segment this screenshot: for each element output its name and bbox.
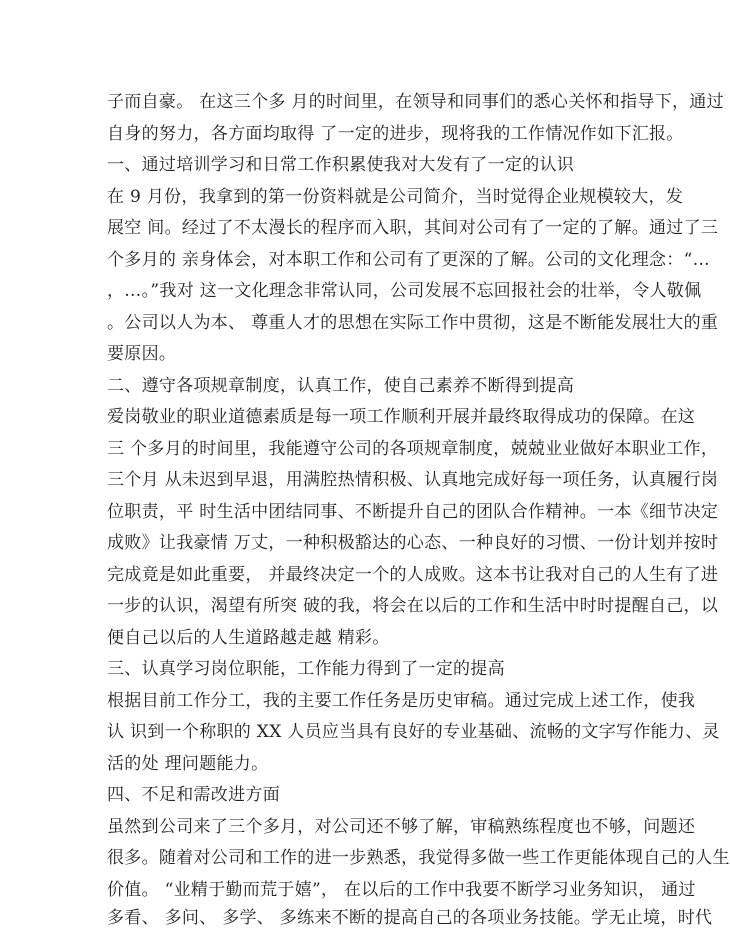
text-line: 自身的努力，各方面均取得 了一定的进步，现将我的工作情况作如下汇报。 (107, 124, 684, 144)
text-line: 很多。随着对公司和工作的进一步熟悉，我觉得多做一些工作更能体现自己的人生 (107, 848, 730, 868)
text-line: 子而自豪。 在这三个多 月的时间里，在领导和同事们的悉心关怀和指导下，通过 (107, 92, 724, 112)
text-line: 价值。 “业精于勤而荒于嬉”， 在以后的工作中我要不断学习业务知识， 通过 (107, 880, 696, 900)
text-line: 便自己以后的人生道路越走越 精彩。 (107, 628, 390, 648)
text-line: 多看、 多问、 多学、 多练来不断的提高自己的各项业务技能。学无止境，时代 (107, 908, 713, 928)
text-line: 要原因。 (107, 344, 177, 364)
text-line: 展空 间。经过了不太漫长的程序而入职，其间对公司有了一定的了解。通过了三 (107, 218, 719, 238)
text-line: 三 个多月的时间里，我能遵守公司的各项规章制度，兢兢业业做好本职业工作， (107, 439, 719, 459)
text-line: 爱岗敬业的职业道德素质是每一项工作顺利开展并最终取得成功的保障。在这 (107, 407, 696, 427)
text-line: 完成竟是如此重要， 并最终决定一个的人成败。这本书让我对自己的人生有了进 (107, 565, 719, 585)
section-heading-4: 四、不足和需改进方面 (107, 785, 280, 805)
text-line: 位职责，平 时生活中团结同事、不断提升自己的团队合作精神。一本《细节决定 (107, 502, 719, 522)
text-line: 。公司以人为本、 尊重人才的思想在实际工作中贯彻，这是不断能发展壮大的重 (107, 313, 719, 333)
text-line: 三个月 从未迟到早退，用满腔热情积极、认真地完成好每一项任务，认真履行岗 (107, 470, 719, 490)
text-line: 在 9 月份，我拿到的第一份资料就是公司简介，当时觉得企业规模较大，发 (107, 187, 684, 207)
section-heading-3: 三、认真学习岗位职能，工作能力得到了一定的提高 (107, 659, 505, 679)
section-heading-2: 二、遵守各项规章制度，认真工作，使自己素养不断得到提高 (107, 376, 575, 396)
text-line: ，…。”我对 这一文化理念非常认同，公司发展不忘回报社会的壮举，令人敬佩 (107, 281, 702, 301)
section-heading-1: 一、通过培训学习和日常工作积累使我对大发有了一定的认识 (107, 155, 575, 175)
text-line: 认 识到一个称职的 XX 人员应当具有良好的专业基础、流畅的文字写作能力、灵 (107, 722, 720, 742)
text-line: 个多月的 亲身体会，对本职工作和公司有了更深的了解。公司的文化理念：“… (107, 250, 710, 270)
text-line: 虽然到公司来了三个多月，对公司还不够了解，审稿熟练程度也不够，问题还 (107, 817, 696, 837)
text-line: 根据目前工作分工，我的主要工作任务是历史审稿。通过完成上述工作，使我 (107, 691, 696, 711)
text-line: 活的处 理问题能力。 (107, 754, 269, 774)
text-line: 一步的认识，渴望有所突 破的我，将会在以后的工作和生活中时时提醒自己，以 (107, 596, 719, 616)
text-line: 成败》让我豪情 万丈，一种积极豁达的心态、一种良好的习惯、一份计划并按时 (107, 533, 719, 553)
